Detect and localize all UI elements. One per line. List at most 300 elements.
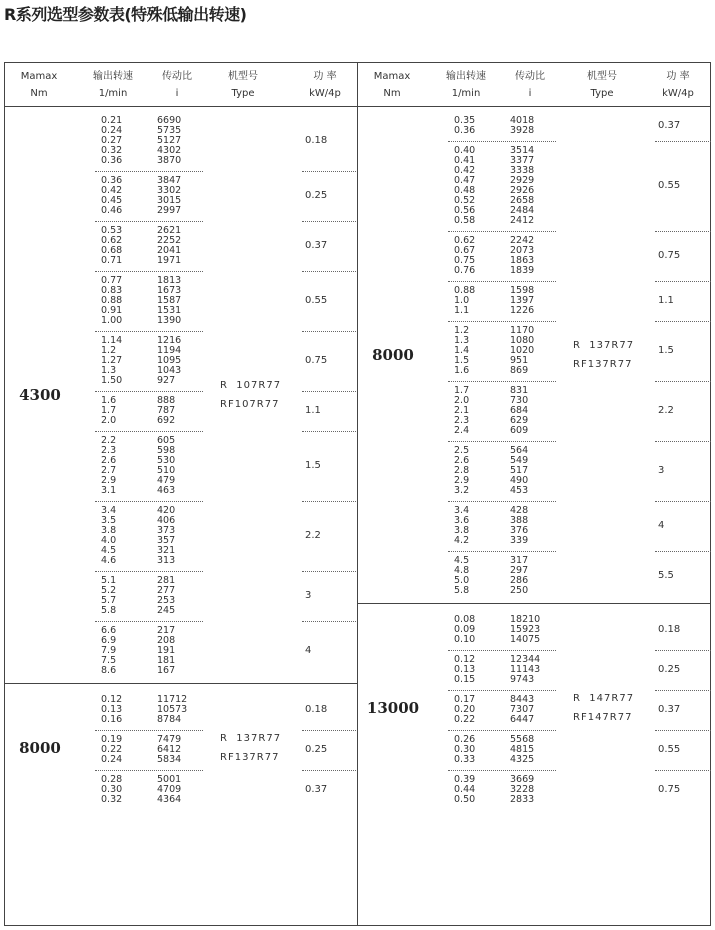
ratio: 5735 bbox=[157, 125, 182, 136]
output-speed: 0.30 bbox=[454, 744, 476, 755]
output-speed: 5.7 bbox=[101, 595, 117, 606]
output-speed: 0.13 bbox=[101, 704, 123, 715]
power-kw: 2.2 bbox=[305, 530, 321, 541]
output-speed: 5.8 bbox=[454, 585, 470, 596]
ratio: 15923 bbox=[510, 624, 541, 635]
ratio: 317 bbox=[510, 555, 529, 566]
output-speed: 5.1 bbox=[101, 575, 117, 586]
power-kw: 1.5 bbox=[305, 460, 321, 471]
ratio: 1813 bbox=[157, 275, 182, 286]
ratio: 250 bbox=[510, 585, 529, 596]
power-kw: 0.25 bbox=[305, 744, 328, 755]
ratio: 245 bbox=[157, 605, 176, 616]
ratio: 692 bbox=[157, 415, 176, 426]
ratio: 7479 bbox=[157, 734, 182, 745]
ratio: 1397 bbox=[510, 295, 535, 306]
output-speed: 0.21 bbox=[101, 115, 123, 126]
output-speed: 4.2 bbox=[454, 535, 470, 546]
ratio: 6690 bbox=[157, 115, 182, 126]
output-speed: 4.5 bbox=[454, 555, 470, 566]
output-speed: 5.2 bbox=[101, 585, 117, 596]
power-group bbox=[358, 770, 710, 810]
output-speed: 0.28 bbox=[101, 774, 123, 785]
type-model bbox=[220, 729, 300, 767]
ratio: 339 bbox=[510, 535, 529, 546]
power-kw: 0.25 bbox=[305, 190, 328, 201]
torque-value: 4300 bbox=[19, 386, 61, 404]
ratio: 2997 bbox=[157, 205, 182, 216]
ratio: 479 bbox=[157, 475, 176, 486]
ratio: 167 bbox=[157, 665, 176, 676]
type-model-line: R 137R77 bbox=[220, 733, 282, 744]
ratio: 831 bbox=[510, 385, 529, 396]
torque-section bbox=[5, 683, 357, 812]
ratio: 1971 bbox=[157, 255, 182, 266]
output-speed: 0.33 bbox=[454, 754, 476, 765]
output-speed: 1.5 bbox=[454, 355, 470, 366]
output-speed: 2.4 bbox=[454, 425, 470, 436]
output-speed: 0.42 bbox=[101, 185, 123, 196]
output-speed: 1.0 bbox=[454, 295, 470, 306]
header-ratio-unit: i bbox=[528, 88, 532, 99]
output-speed: 3.5 bbox=[101, 515, 117, 526]
output-speed: 0.76 bbox=[454, 265, 476, 276]
type-model-line: R 137R77 bbox=[573, 340, 635, 351]
header-speed bbox=[436, 68, 496, 102]
header-ratio bbox=[500, 68, 560, 102]
output-speed: 0.24 bbox=[101, 125, 123, 136]
ratio: 1598 bbox=[510, 285, 535, 296]
torque-section bbox=[358, 603, 710, 812]
output-speed: 0.42 bbox=[454, 165, 476, 176]
output-speed: 4.5 bbox=[101, 545, 117, 556]
header-type bbox=[213, 68, 273, 102]
ratio: 10573 bbox=[157, 704, 188, 715]
output-speed: 0.50 bbox=[454, 794, 476, 805]
output-speed: 0.88 bbox=[101, 295, 123, 306]
ratio: 1673 bbox=[157, 285, 182, 296]
ratio: 3870 bbox=[157, 155, 182, 166]
ratio: 3377 bbox=[510, 155, 535, 166]
output-speed: 4.6 bbox=[101, 555, 117, 566]
output-speed: 1.3 bbox=[454, 335, 470, 346]
ratio: 11143 bbox=[510, 664, 541, 675]
output-speed: 0.77 bbox=[101, 275, 123, 286]
ratio: 14075 bbox=[510, 634, 541, 645]
ratio: 730 bbox=[510, 395, 529, 406]
torque-value: 8000 bbox=[19, 739, 61, 757]
page-title: R系列选型参数表(特殊低输出转速) bbox=[4, 5, 247, 24]
power-kw: 0.55 bbox=[305, 295, 328, 306]
output-speed: 0.36 bbox=[101, 175, 123, 186]
ratio: 3338 bbox=[510, 165, 535, 176]
output-speed: 3.8 bbox=[101, 525, 117, 536]
ratio: 1839 bbox=[510, 265, 535, 276]
output-speed: 5.0 bbox=[454, 575, 470, 586]
header-type-unit: Type bbox=[231, 88, 255, 99]
header-speed-label: 输出转速 bbox=[446, 71, 486, 82]
output-speed: 0.62 bbox=[454, 235, 476, 246]
ratio: 3514 bbox=[510, 145, 535, 156]
output-speed: 0.17 bbox=[454, 694, 476, 705]
type-model bbox=[220, 376, 300, 414]
power-kw: 3 bbox=[305, 590, 312, 601]
output-speed: 0.56 bbox=[454, 205, 476, 216]
torque-value: 8000 bbox=[372, 346, 414, 364]
output-speed: 0.39 bbox=[454, 774, 476, 785]
power-kw: 0.37 bbox=[658, 704, 681, 715]
ratio: 3015 bbox=[157, 195, 182, 206]
ratio: 4018 bbox=[510, 115, 535, 126]
selection-table-left bbox=[4, 62, 358, 926]
ratio: 357 bbox=[157, 535, 176, 546]
header-speed-label: 输出转速 bbox=[93, 71, 133, 82]
ratio: 373 bbox=[157, 525, 176, 536]
power-kw: 0.37 bbox=[305, 784, 328, 795]
power-kw: 1.5 bbox=[658, 345, 674, 356]
ratio: 1531 bbox=[157, 305, 182, 316]
ratio: 1390 bbox=[157, 315, 182, 326]
ratio: 286 bbox=[510, 575, 529, 586]
output-speed: 2.9 bbox=[101, 475, 117, 486]
ratio: 888 bbox=[157, 395, 176, 406]
ratio: 8443 bbox=[510, 694, 535, 705]
ratio: 4302 bbox=[157, 145, 182, 156]
power-group bbox=[358, 610, 710, 650]
header-ratio-label: 传动比 bbox=[162, 71, 192, 82]
output-speed: 1.14 bbox=[101, 335, 123, 346]
ratio: 11712 bbox=[157, 694, 188, 705]
output-speed: 1.3 bbox=[101, 365, 117, 376]
power-group bbox=[5, 111, 357, 171]
type-model bbox=[573, 689, 653, 727]
output-speed: 4.0 bbox=[101, 535, 117, 546]
header-ratio bbox=[147, 68, 207, 102]
output-speed: 0.62 bbox=[101, 235, 123, 246]
ratio: 530 bbox=[157, 455, 176, 466]
output-speed: 2.3 bbox=[454, 415, 470, 426]
type-model-line: R 107R77 bbox=[220, 380, 282, 391]
output-speed: 0.88 bbox=[454, 285, 476, 296]
ratio: 1020 bbox=[510, 345, 535, 356]
power-group bbox=[358, 650, 710, 690]
output-speed: 0.10 bbox=[454, 634, 476, 645]
ratio: 2926 bbox=[510, 185, 535, 196]
header-torque bbox=[362, 68, 422, 102]
power-group bbox=[5, 501, 357, 571]
output-speed: 0.46 bbox=[101, 205, 123, 216]
ratio: 3847 bbox=[157, 175, 182, 186]
output-speed: 1.4 bbox=[454, 345, 470, 356]
output-speed: 0.58 bbox=[454, 215, 476, 226]
output-speed: 3.8 bbox=[454, 525, 470, 536]
ratio: 12344 bbox=[510, 654, 541, 665]
ratio: 7307 bbox=[510, 704, 535, 715]
ratio: 4709 bbox=[157, 784, 182, 795]
power-kw: 5.5 bbox=[658, 570, 674, 581]
output-speed: 1.2 bbox=[454, 325, 470, 336]
ratio: 684 bbox=[510, 405, 529, 416]
power-kw: 0.18 bbox=[658, 624, 681, 635]
ratio: 927 bbox=[157, 375, 176, 386]
header-speed-unit: 1/min bbox=[98, 88, 128, 99]
ratio: 453 bbox=[510, 485, 529, 496]
ratio: 321 bbox=[157, 545, 176, 556]
output-speed: 2.8 bbox=[454, 465, 470, 476]
power-kw: 1.1 bbox=[658, 295, 674, 306]
output-speed: 3.4 bbox=[454, 505, 470, 516]
output-speed: 2.0 bbox=[454, 395, 470, 406]
header-power-unit: kW/4p bbox=[662, 88, 694, 99]
output-speed: 3.1 bbox=[101, 485, 117, 496]
power-group bbox=[5, 331, 357, 391]
output-speed: 0.75 bbox=[454, 255, 476, 266]
ratio: 3669 bbox=[510, 774, 535, 785]
power-kw: 0.75 bbox=[305, 355, 328, 366]
ratio: 2621 bbox=[157, 225, 182, 236]
ratio: 428 bbox=[510, 505, 529, 516]
output-speed: 0.16 bbox=[101, 714, 123, 725]
header-power-unit: kW/4p bbox=[309, 88, 341, 99]
output-speed: 0.27 bbox=[101, 135, 123, 146]
header-speed bbox=[83, 68, 143, 102]
output-speed: 7.9 bbox=[101, 645, 117, 656]
output-speed: 1.6 bbox=[454, 365, 470, 376]
ratio: 420 bbox=[157, 505, 176, 516]
power-kw: 2.2 bbox=[658, 405, 674, 416]
power-kw: 0.37 bbox=[305, 240, 328, 251]
header-torque bbox=[9, 68, 69, 102]
output-speed: 0.26 bbox=[454, 734, 476, 745]
output-speed: 6.6 bbox=[101, 625, 117, 636]
output-speed: 0.36 bbox=[454, 125, 476, 136]
power-group bbox=[5, 221, 357, 271]
ratio: 2412 bbox=[510, 215, 535, 226]
output-speed: 0.12 bbox=[454, 654, 476, 665]
output-speed: 0.09 bbox=[454, 624, 476, 635]
ratio: 313 bbox=[157, 555, 176, 566]
ratio: 277 bbox=[157, 585, 176, 596]
ratio: 2658 bbox=[510, 195, 535, 206]
header-type-label: 机型号 bbox=[228, 71, 258, 82]
output-speed: 0.24 bbox=[101, 754, 123, 765]
output-speed: 2.6 bbox=[101, 455, 117, 466]
header-power bbox=[648, 68, 708, 102]
selection-table-right bbox=[357, 62, 711, 926]
power-group bbox=[358, 730, 710, 770]
output-speed: 0.22 bbox=[101, 744, 123, 755]
output-speed: 2.2 bbox=[101, 435, 117, 446]
ratio: 5127 bbox=[157, 135, 182, 146]
output-speed: 0.40 bbox=[454, 145, 476, 156]
output-speed: 2.6 bbox=[454, 455, 470, 466]
ratio: 2929 bbox=[510, 175, 535, 186]
output-speed: 0.44 bbox=[454, 784, 476, 795]
output-speed: 2.3 bbox=[101, 445, 117, 456]
power-kw: 0.18 bbox=[305, 704, 328, 715]
power-kw: 4 bbox=[658, 520, 665, 531]
ratio: 1095 bbox=[157, 355, 182, 366]
torque-value: 13000 bbox=[366, 699, 420, 717]
power-group bbox=[358, 111, 710, 141]
output-speed: 2.0 bbox=[101, 415, 117, 426]
ratio: 1080 bbox=[510, 335, 535, 346]
output-speed: 1.2 bbox=[101, 345, 117, 356]
header-torque-label: Mamax bbox=[20, 71, 58, 82]
ratio: 2242 bbox=[510, 235, 535, 246]
output-speed: 0.68 bbox=[101, 245, 123, 256]
ratio: 517 bbox=[510, 465, 529, 476]
ratio: 191 bbox=[157, 645, 176, 656]
ratio: 253 bbox=[157, 595, 176, 606]
output-speed: 5.8 bbox=[101, 605, 117, 616]
type-model-line: RF107R77 bbox=[220, 399, 280, 410]
output-speed: 2.7 bbox=[101, 465, 117, 476]
ratio: 297 bbox=[510, 565, 529, 576]
ratio: 5001 bbox=[157, 774, 182, 785]
ratio: 490 bbox=[510, 475, 529, 486]
ratio: 1194 bbox=[157, 345, 182, 356]
ratio: 1216 bbox=[157, 335, 182, 346]
power-group bbox=[358, 231, 710, 281]
header-ratio-unit: i bbox=[175, 88, 179, 99]
power-group bbox=[358, 441, 710, 501]
power-group bbox=[5, 770, 357, 810]
header-torque-unit: Nm bbox=[383, 88, 401, 99]
ratio: 1170 bbox=[510, 325, 535, 336]
header-power-label: 功 率 bbox=[666, 71, 690, 82]
header-type-unit: Type bbox=[590, 88, 614, 99]
output-speed: 0.35 bbox=[454, 115, 476, 126]
output-speed: 3.6 bbox=[454, 515, 470, 526]
header-torque-label: Mamax bbox=[373, 71, 411, 82]
ratio: 605 bbox=[157, 435, 176, 446]
ratio: 1226 bbox=[510, 305, 535, 316]
output-speed: 0.15 bbox=[454, 674, 476, 685]
type-model-line: RF147R77 bbox=[573, 712, 633, 723]
ratio: 4815 bbox=[510, 744, 535, 755]
output-speed: 0.20 bbox=[454, 704, 476, 715]
header-type-label: 机型号 bbox=[587, 71, 617, 82]
output-speed: 0.12 bbox=[101, 694, 123, 705]
table-header bbox=[358, 63, 710, 107]
output-speed: 0.19 bbox=[101, 734, 123, 745]
ratio: 5568 bbox=[510, 734, 535, 745]
power-group bbox=[5, 571, 357, 621]
power-group bbox=[5, 271, 357, 331]
type-model-line: R 147R77 bbox=[573, 693, 635, 704]
output-speed: 0.53 bbox=[101, 225, 123, 236]
power-kw: 3 bbox=[658, 465, 665, 476]
ratio: 6447 bbox=[510, 714, 535, 725]
ratio: 406 bbox=[157, 515, 176, 526]
power-kw: 4 bbox=[305, 645, 312, 656]
ratio: 1863 bbox=[510, 255, 535, 266]
ratio: 4325 bbox=[510, 754, 535, 765]
power-group bbox=[5, 690, 357, 730]
output-speed: 1.00 bbox=[101, 315, 123, 326]
ratio: 8784 bbox=[157, 714, 182, 725]
output-speed: 0.08 bbox=[454, 614, 476, 625]
ratio: 376 bbox=[510, 525, 529, 536]
output-speed: 0.22 bbox=[454, 714, 476, 725]
ratio: 609 bbox=[510, 425, 529, 436]
power-kw: 0.25 bbox=[658, 664, 681, 675]
output-speed: 8.6 bbox=[101, 665, 117, 676]
output-speed: 2.9 bbox=[454, 475, 470, 486]
output-speed: 0.52 bbox=[454, 195, 476, 206]
ratio: 217 bbox=[157, 625, 176, 636]
output-speed: 3.4 bbox=[101, 505, 117, 516]
header-type bbox=[572, 68, 632, 102]
ratio: 869 bbox=[510, 365, 529, 376]
ratio: 6412 bbox=[157, 744, 182, 755]
output-speed: 0.47 bbox=[454, 175, 476, 186]
power-group bbox=[358, 141, 710, 231]
ratio: 4364 bbox=[157, 794, 182, 805]
type-model-line: RF137R77 bbox=[573, 359, 633, 370]
power-kw: 0.75 bbox=[658, 784, 681, 795]
power-kw: 1.1 bbox=[305, 405, 321, 416]
output-speed: 7.5 bbox=[101, 655, 117, 666]
ratio: 463 bbox=[157, 485, 176, 496]
output-speed: 0.67 bbox=[454, 245, 476, 256]
output-speed: 2.1 bbox=[454, 405, 470, 416]
ratio: 787 bbox=[157, 405, 176, 416]
ratio: 1043 bbox=[157, 365, 182, 376]
power-kw: 0.55 bbox=[658, 744, 681, 755]
header-ratio-label: 传动比 bbox=[515, 71, 545, 82]
type-model bbox=[573, 336, 653, 374]
ratio: 564 bbox=[510, 445, 529, 456]
power-group bbox=[5, 621, 357, 681]
output-speed: 6.9 bbox=[101, 635, 117, 646]
ratio: 208 bbox=[157, 635, 176, 646]
output-speed: 0.30 bbox=[101, 784, 123, 795]
header-power-label: 功 率 bbox=[313, 71, 337, 82]
power-kw: 0.37 bbox=[658, 120, 681, 131]
ratio: 1587 bbox=[157, 295, 182, 306]
output-speed: 3.2 bbox=[454, 485, 470, 496]
torque-section bbox=[5, 107, 357, 683]
ratio: 598 bbox=[157, 445, 176, 456]
output-speed: 0.13 bbox=[454, 664, 476, 675]
output-speed: 1.50 bbox=[101, 375, 123, 386]
header-speed-unit: 1/min bbox=[451, 88, 481, 99]
output-speed: 1.7 bbox=[101, 405, 117, 416]
ratio: 2252 bbox=[157, 235, 182, 246]
ratio: 3302 bbox=[157, 185, 182, 196]
ratio: 5834 bbox=[157, 754, 182, 765]
power-group bbox=[5, 171, 357, 221]
output-speed: 1.27 bbox=[101, 355, 123, 366]
ratio: 181 bbox=[157, 655, 176, 666]
torque-section bbox=[358, 107, 710, 603]
output-speed: 4.8 bbox=[454, 565, 470, 576]
ratio: 2833 bbox=[510, 794, 535, 805]
header-power bbox=[295, 68, 355, 102]
power-kw: 0.75 bbox=[658, 250, 681, 261]
ratio: 549 bbox=[510, 455, 529, 466]
output-speed: 0.32 bbox=[101, 145, 123, 156]
ratio: 3928 bbox=[510, 125, 535, 136]
ratio: 18210 bbox=[510, 614, 541, 625]
ratio: 2073 bbox=[510, 245, 535, 256]
power-group bbox=[358, 501, 710, 551]
ratio: 629 bbox=[510, 415, 529, 426]
table-header bbox=[5, 63, 357, 107]
output-speed: 0.32 bbox=[101, 794, 123, 805]
